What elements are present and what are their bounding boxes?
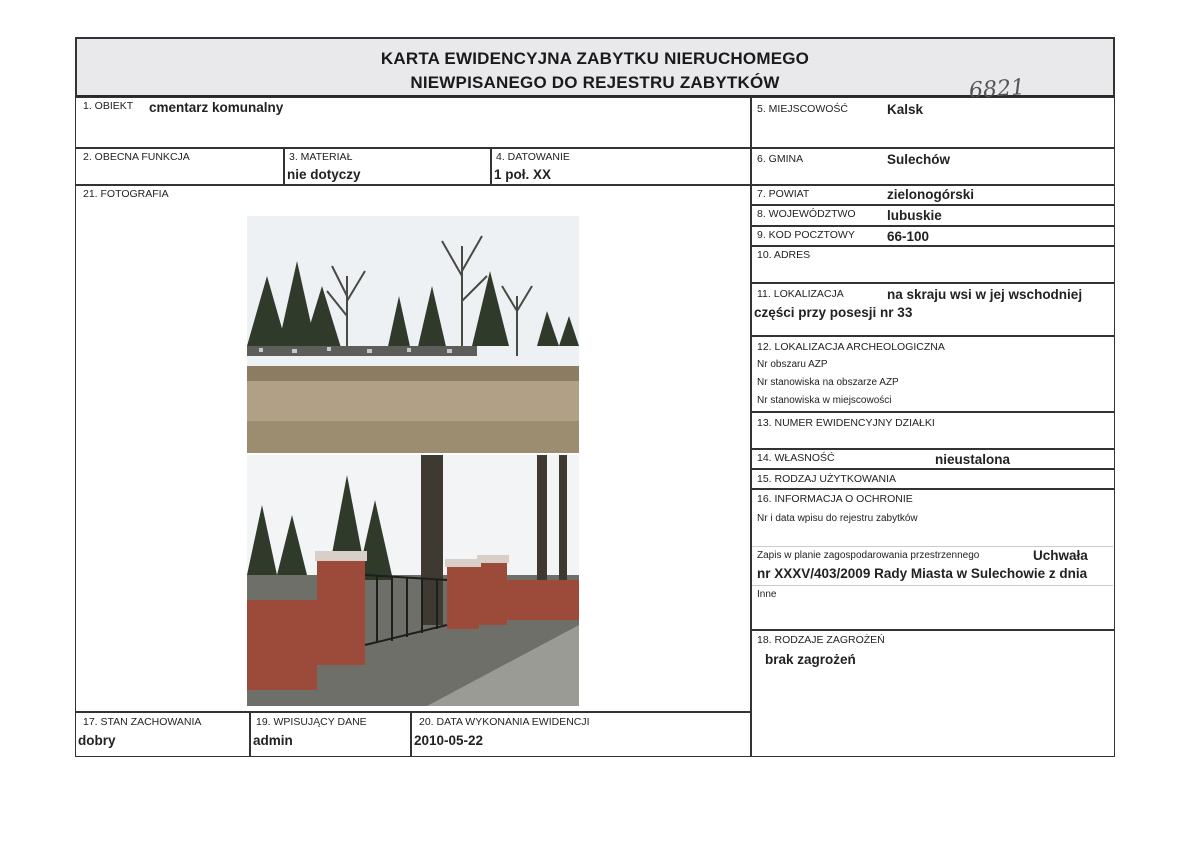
field-wojewodztwo-label: 8. WOJEWÓDZTWO [757,208,856,220]
field-powiat-label: 7. POWIAT [757,188,810,200]
field-datowanie-label: 4. DATOWANIE [496,151,570,163]
field-datowanie [491,148,751,185]
cemetery-gate-image [247,455,579,706]
field-material [284,148,491,185]
card-header [75,37,1115,104]
field-lokalizacja-value-line1: na skraju wsi w jej wschodniej [887,287,1083,302]
field-data-wykonania [411,712,751,757]
field-lokalizacja-value-line2: części przy posesji nr 33 [754,305,913,320]
field-datowanie-value: 1 poł. XX [494,167,552,182]
local-site-number: Nr stanowiska w miejscowości [757,395,892,406]
cemetery-field-image [247,216,579,453]
field-numer-dzialki [751,412,1115,449]
azp-area-number: Nr obszaru AZP [757,359,828,370]
inne-label: Inne [757,589,777,600]
field-zagrozenia-label: 18. RODZAJE ZAGROŻEŃ [757,634,885,646]
azp-site-number: Nr stanowiska na obszarze AZP [757,377,899,388]
card-title-line2: NIEWPISANEGO DO REJESTRU ZABYTKÓW [410,73,780,92]
field-wlasnosc [751,449,1115,469]
field-rodzaj-uzytkowania [751,469,1115,489]
field-numer-dzialki-label: 13. NUMER EWIDENCYJNY DZIAŁKI [757,417,935,429]
field-zagrozenia-value: brak zagrożeń [765,652,856,667]
rejestr-entry: Nr i data wpisu do rejestru zabytków [757,513,918,524]
field-miejscowosc [751,97,1115,148]
field-stan-zachowania-value: dobry [78,733,116,748]
field-rodzaj-uzytkowania-label: 15. RODZAJ UŻYTKOWANIA [757,473,897,485]
field-obiekt [75,97,751,148]
field-fotografia-label: 21. FOTOGRAFIA [83,188,169,200]
field-miejscowosc-value: Kalsk [887,102,924,117]
field-obiekt-value: cmentarz komunalny [149,100,284,115]
field-stan-zachowania [75,712,250,757]
field-kod-pocztowy-label: 9. KOD POCZTOWY [757,229,855,241]
field-data-wykonania-value: 2010-05-22 [414,733,484,748]
field-adres [751,246,1115,283]
field-lokalizacja-arch [751,336,1115,412]
field-wlasnosc-value: nieustalona [935,452,1011,467]
field-ochrona-label: 16. INFORMACJA O OCHRONIE [757,493,913,505]
field-fotografia [75,185,751,712]
field-zagrozenia [751,630,1115,757]
field-gmina [751,148,1115,185]
field-wpisujacy-value: admin [253,733,293,748]
field-obecna-funkcja [75,148,284,185]
field-wpisujacy [250,712,411,757]
handwritten-number: 6821 [968,75,1026,104]
cemetery-photo-2 [247,455,579,706]
field-wlasnosc-label: 14. WŁASNOŚĆ [757,452,835,464]
ochrona-divider [752,546,1113,547]
field-gmina-value: Sulechów [887,152,951,167]
field-stan-zachowania-label: 17. STAN ZACHOWANIA [83,716,202,728]
field-wojewodztwo-value: lubuskie [887,208,942,223]
zapis-value-line1: Uchwała [1033,548,1088,563]
ochrona-divider-2 [752,585,1113,586]
zapis-value-line2: nr XXXV/403/2009 Rady Miasta w Sulechowie z dnia [757,566,1088,581]
field-gmina-label: 6. GMINA [757,153,804,165]
field-kod-pocztowy [751,226,1115,246]
field-wojewodztwo [751,205,1115,226]
card-title-line1: KARTA EWIDENCYJNA ZABYTKU NIERUCHOMEGO [380,49,810,68]
field-data-wykonania-label: 20. DATA WYKONANIA EWIDENCJI [419,716,590,728]
field-ochrona [751,489,1115,630]
field-lokalizacja-label: 11. LOKALIZACJA [757,288,844,300]
field-powiat-value: zielonogórski [887,187,975,202]
zapis-label: Zapis w planie zagospodarowania przestrzennego [757,550,980,561]
field-lokalizacja [751,283,1115,336]
field-kod-pocztowy-value: 66-100 [887,229,930,244]
field-material-value: nie dotyczy [287,167,361,182]
field-obecna-funkcja-label: 2. OBECNA FUNKCJA [83,151,190,163]
field-adres-label: 10. ADRES [757,249,811,261]
field-material-label: 3. MATERIAŁ [289,151,353,163]
field-lokalizacja-arch-label: 12. LOKALIZACJA ARCHEOLOGICZNA [757,341,945,353]
field-obiekt-label: 1. OBIEKT [83,100,134,112]
field-miejscowosc-label: 5. MIEJSCOWOŚĆ [757,103,849,115]
field-powiat [751,185,1115,205]
field-wpisujacy-label: 19. WPISUJĄCY DANE [256,716,367,728]
cemetery-photo-1 [247,216,579,453]
